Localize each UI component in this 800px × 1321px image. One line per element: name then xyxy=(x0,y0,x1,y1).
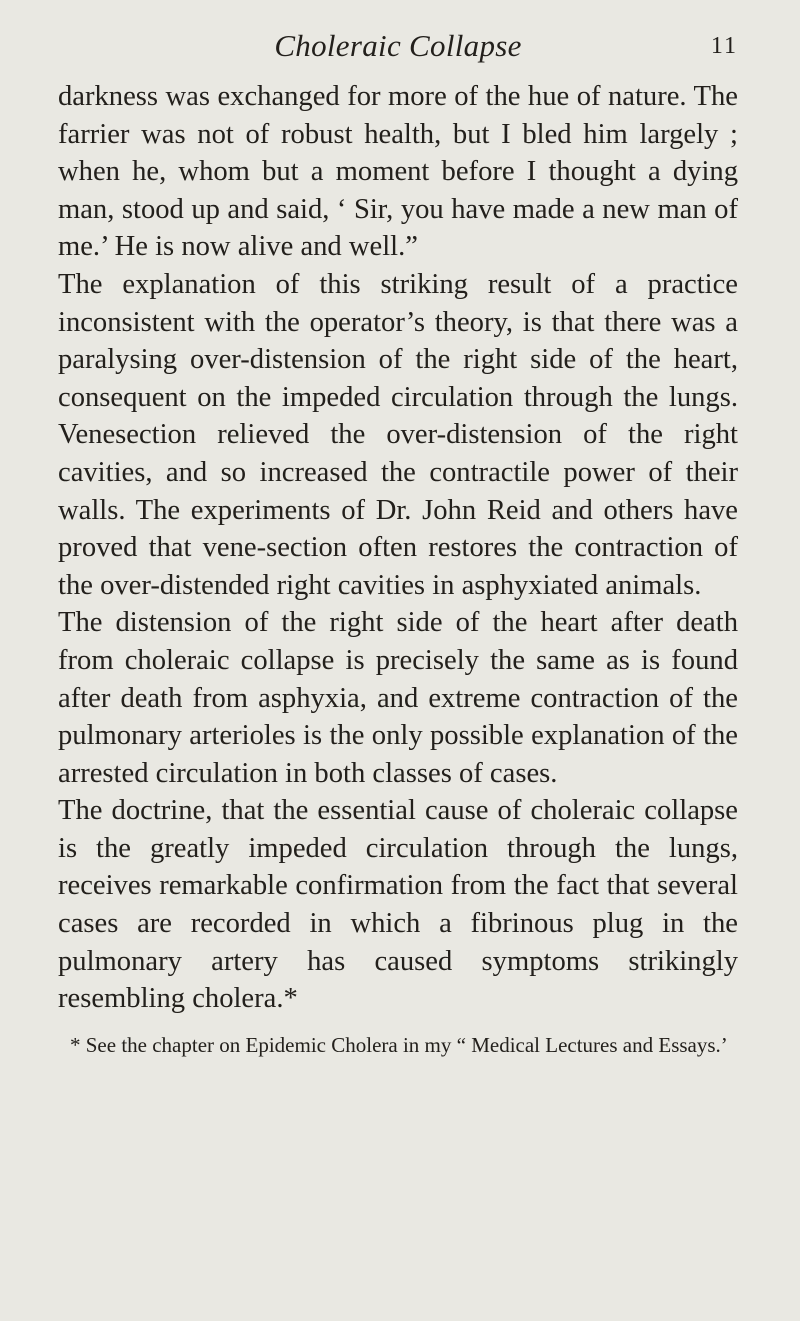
paragraph-explanation: The explanation of this striking result of a practice inconsistent with the operator’s theory, is that there was a paralysing over-distension of the right side of the heart, consequent on the impeded circulation through the lungs. Venesection relieved the over-distension of the right cavities, and so increased the contractile power of their walls. The experiments of Dr. John Reid and others have proved that vene-section often restores the contraction of the over-distended right cavities in asphyxiated animals. xyxy=(58,268,738,601)
running-title: Choleraic Collapse xyxy=(274,28,522,63)
body-text xyxy=(58,78,738,1018)
paragraph-distension: The distension of the right side of the heart after death from choleraic collapse is precisely the same as is found after death from asphyxia, and extreme contraction of the pulmonary arterioles is the only possible explanation of the arrested circulation in both classes of cases. xyxy=(58,607,738,789)
paragraph-doctrine: The doctrine, that the essential cause of choleraic collapse is the greatly impeded circulation through the lungs, receives remarkable confirmation from the fact that several cases are recorded in which a fibrinous plug in the pulmonary artery has caused symptoms strikingly resembling cholera.* xyxy=(58,795,738,1015)
footnote: * See the chapter on Epidemic Cholera in my “ Medical Lectures and Essays.’ xyxy=(70,1032,728,1057)
paragraph-continuation: darkness was exchanged for more of the hue of nature. The farrier was not of robust health, but I bled him largely ; when he, whom but a moment before I thought a dying man, stood up and said, ‘ Sir, you have made a new man of me.’ He is now alive and well.” xyxy=(58,81,738,263)
running-head xyxy=(58,24,738,68)
page-number: 11 xyxy=(710,33,738,59)
